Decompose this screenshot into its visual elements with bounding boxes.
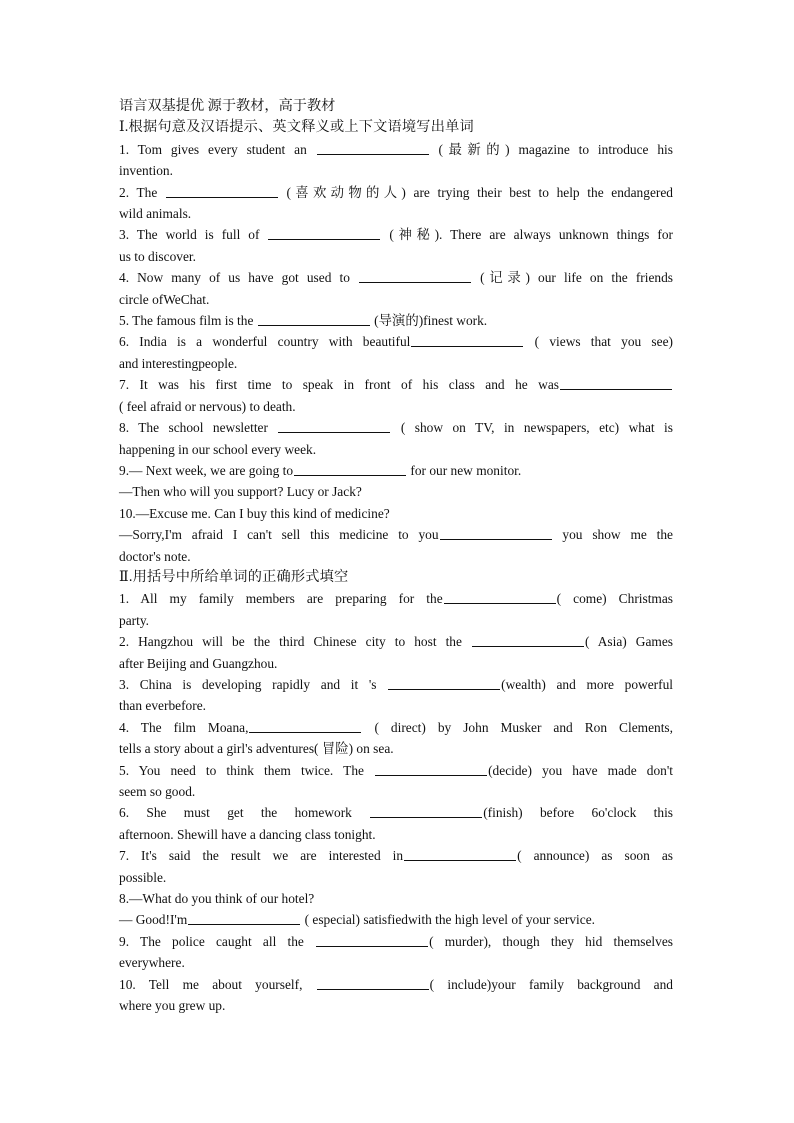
section-1-title: Ⅰ.根据句意及汉语提示、英文释义或上下文语境写出单词 — [119, 119, 474, 136]
answer-blank[interactable] — [370, 803, 482, 818]
question-1-1: 1. Tom gives every student an (最新的) magazine to introduce his invention. — [119, 141, 673, 179]
answer-blank[interactable] — [258, 311, 370, 326]
answer-blank[interactable] — [404, 846, 516, 861]
question-1-7: 7. It was his first time to speak in front of his class and he was ( feel afraid or nervous) to death. — [119, 374, 673, 417]
worksheet — [119, 96, 673, 1016]
answer-blank[interactable] — [359, 268, 471, 283]
answer-blank[interactable] — [560, 375, 672, 390]
question-2-4: 4. The film Moana, ( direct) by John Musker and Ron Clements, tells a story about a girl's adventures( 冒险) on sea. — [119, 719, 673, 757]
answer-blank[interactable] — [278, 418, 390, 433]
answer-blank[interactable] — [166, 183, 278, 198]
question-1-2: 2. The (喜欢动物的人) are trying their best to help the endangered wild animals. — [119, 184, 673, 222]
answer-blank[interactable] — [375, 761, 487, 776]
question-1-8: 8. The school newsletter ( show on TV, in newspapers, etc) what is happening in our school every week. — [119, 420, 673, 457]
question-2-7: 7. It's said the result we are interested in ( announce) as soon as possible. — [119, 848, 673, 885]
question-1-3: 3. The world is full of (神秘). There are always unknown things for us to discover. — [119, 227, 673, 264]
answer-blank[interactable] — [268, 225, 380, 240]
question-1-6: 6. India is a wonderful country with beautiful ( views that you see) and interestingpeople. — [119, 334, 673, 371]
answer-blank[interactable] — [316, 932, 428, 947]
question-2-1: 1. All my family members are preparing for the ( come) Christmas party. — [119, 591, 673, 628]
question-2-3: 3. China is developing rapidly and it 's (wealth) and more powerful than everbefore. — [119, 676, 673, 714]
question-2-10: 10. Tell me about yourself, ( include)your family background and where you grew up. — [119, 976, 673, 1014]
question-2-5: 5. You need to think them twice. The (decide) you have made don't seem so good. — [119, 762, 673, 799]
answer-blank[interactable] — [249, 718, 361, 733]
answer-blank[interactable] — [317, 140, 429, 155]
answer-blank[interactable] — [294, 461, 406, 476]
answer-blank[interactable] — [472, 632, 584, 647]
question-1-10: 10.—Excuse me. Can I buy this kind of medicine? —Sorry,I'm afraid I can't sell this medicine to you you show me the doctor's note. — [119, 505, 674, 564]
question-2-9: 9. The police caught all the ( murder), though they hid themselves everywhere. — [119, 933, 673, 971]
question-1-5: 5. The famous film is the (导演的)finest work. — [119, 313, 488, 329]
section-2-title: Ⅱ.用括号中所给单词的正确形式填空 — [119, 568, 349, 585]
answer-blank[interactable] — [317, 975, 429, 990]
question-2-2: 2. Hangzhou will be the third Chinese city to host the ( Asia) Games after Beijing and Guangzhou. — [119, 634, 673, 671]
question-2-6: 6. She must get the homework (finish) before 6o'clock this afternoon. Shewill have a dancing class tonight. — [119, 805, 674, 842]
answer-blank[interactable] — [444, 589, 556, 604]
page-header: 语言双基提优 源于教材，高于教材 — [119, 98, 336, 114]
question-2-8: 8.—What do you think of our hotel? — Good!I'm ( especial) satisfiedwith the high level of your service. — [119, 891, 596, 928]
answer-blank[interactable] — [411, 332, 523, 347]
answer-blank[interactable] — [440, 525, 552, 540]
section-2-list — [119, 588, 673, 1016]
question-1-4: 4. Now many of us have got used to (记录) our life on the friends circle ofWeChat. — [119, 270, 673, 307]
section-1-list — [119, 139, 673, 567]
question-1-9: 9.— Next week, we are going to for our new monitor. —Then who will you support? Lucy or Jack? — [119, 462, 522, 500]
answer-blank[interactable] — [188, 910, 300, 925]
answer-blank[interactable] — [388, 675, 500, 690]
